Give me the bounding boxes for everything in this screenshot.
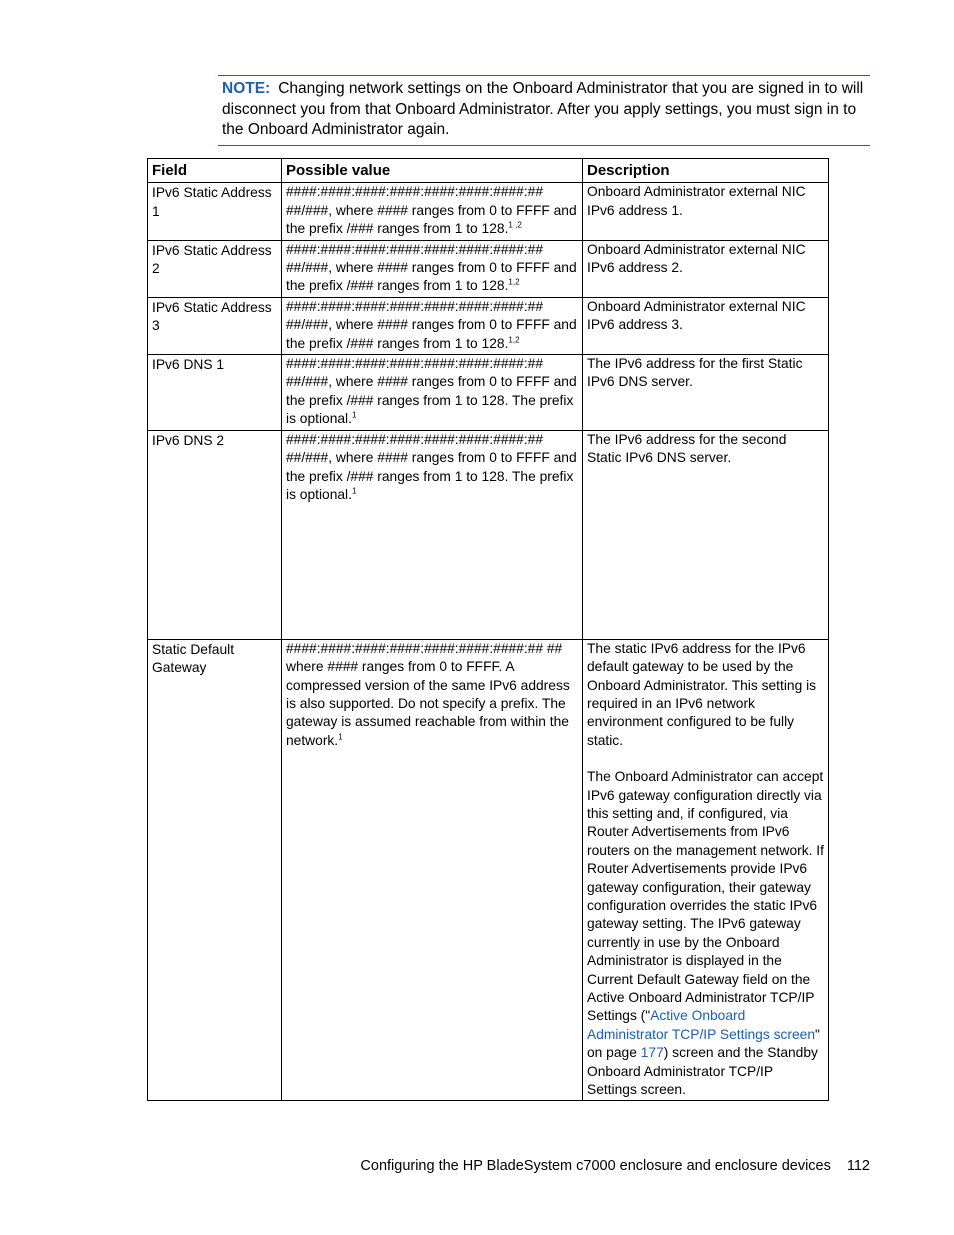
value-text: ####:####:####:####:####:####:####:## ## where #### ranges from 0 to FFFF. A compressed version of the same IPv6 address is also supported. Do not specify a prefix. The gateway is assumed reachable from within the network. (286, 640, 570, 748)
value-text: ####:####:####:####:####:####:####:## ##/###, where #### ranges from 0 to FFFF and the prefix /### ranges from 1 to 128. (286, 298, 577, 351)
description-cell: Onboard Administrator external NIC IPv6 address 2. (583, 240, 829, 297)
description-cell: Onboard Administrator external NIC IPv6 address 1. (583, 183, 829, 240)
value-cell (282, 430, 583, 639)
page-number-link[interactable]: 177 (640, 1045, 664, 1061)
field-cell: IPv6 Static Address 3 (148, 297, 282, 354)
value-cell (282, 639, 583, 1101)
table-row (148, 430, 829, 639)
cross-reference-link[interactable]: Active Onboard Administrator TCP/IP Settings screen (587, 1008, 815, 1042)
description-text: The Onboard Administrator can accept IPv6 gateway configuration directly via this setting and, if configured, via Router Advertisements from IPv6 routers on the management network. If Router Advertisements provide IPv6 gateway configuration, their gateway configuration overrides the static IPv6 gateway setting. The IPv6 gateway currently in use by the Onboard Administrator is displayed in the Current Default Gateway field on the Active Onboard Administrator TCP/IP Settings (" (587, 769, 824, 1024)
field-cell: Static Default Gateway (148, 639, 282, 1101)
value-cell (282, 355, 583, 431)
table-row (148, 183, 829, 240)
note-box (218, 75, 870, 146)
table-row (148, 639, 829, 1101)
footnote-ref: 1,2 (508, 277, 520, 287)
value-cell (282, 240, 583, 297)
description-cell (583, 639, 829, 1101)
footnote-ref: 1 (351, 486, 357, 496)
page-number: 112 (846, 1158, 870, 1174)
footnote-ref: 1,2 (508, 335, 520, 345)
description-cell: Onboard Administrator external NIC IPv6 address 3. (583, 297, 829, 354)
footer-title: Configuring the HP BladeSystem c7000 enclosure and enclosure devices (360, 1158, 831, 1174)
note-text: Changing network settings on the Onboard Administrator that you are signed in to will disconnect you from that Onboard Administrator. After you apply settings, you must sign in to the Onboard Administrator again. (222, 80, 864, 138)
field-cell: IPv6 DNS 1 (148, 355, 282, 431)
description-text: ) screen and the Standby Onboard Administrator TCP/IP Settings screen. (587, 1045, 818, 1098)
header-description: Description (583, 159, 829, 183)
note-label: NOTE: (222, 80, 271, 97)
value-cell (282, 297, 583, 354)
header-field: Field (148, 159, 282, 183)
settings-table (147, 158, 829, 1101)
table-row (148, 297, 829, 354)
description-paragraph (587, 768, 824, 1099)
description-paragraph: The static IPv6 address for the IPv6 default gateway to be used by the Onboard Administrator. This setting is required in an IPv6 network environment configured to be fully static. (587, 640, 817, 748)
page-footer (360, 1158, 870, 1174)
table-row (148, 355, 829, 431)
description-text: " on page (587, 1026, 820, 1061)
value-text: ####:####:####:####:####:####:####:## ##/###, where #### ranges from 0 to FFFF and the prefix /### ranges from 1 to 128. (286, 184, 577, 237)
footnote-ref: 1 ,2 (508, 220, 522, 230)
footnote-ref: 1 (338, 732, 343, 742)
description-cell: The IPv6 address for the first Static IPv6 DNS server. (583, 355, 829, 431)
field-cell: IPv6 DNS 2 (148, 430, 282, 639)
value-text: ####:####:####:####:####:####:####:## ##/###, where #### ranges from 0 to FFFF and the prefix /### ranges from 1 to 128. The prefix is optional. (286, 431, 577, 502)
paragraph-spacer (587, 750, 824, 768)
table-row (148, 240, 829, 297)
header-possible-value: Possible value (282, 159, 583, 183)
value-text: ####:####:####:####:####:####:####:## ##/###, where #### ranges from 0 to FFFF and the prefix /### ranges from 1 to 128. The prefix is optional. (286, 356, 577, 427)
table-header-row (148, 159, 829, 183)
field-cell: IPv6 Static Address 2 (148, 240, 282, 297)
value-text: ####:####:####:####:####:####:####:## ##/###, where #### ranges from 0 to FFFF and the prefix /### ranges from 1 to 128. (286, 241, 577, 294)
field-cell: IPv6 Static Address 1 (148, 183, 282, 240)
value-cell (282, 183, 583, 240)
footnote-ref: 1 (351, 410, 357, 420)
description-cell: The IPv6 address for the second Static IPv6 DNS server. (583, 430, 829, 639)
